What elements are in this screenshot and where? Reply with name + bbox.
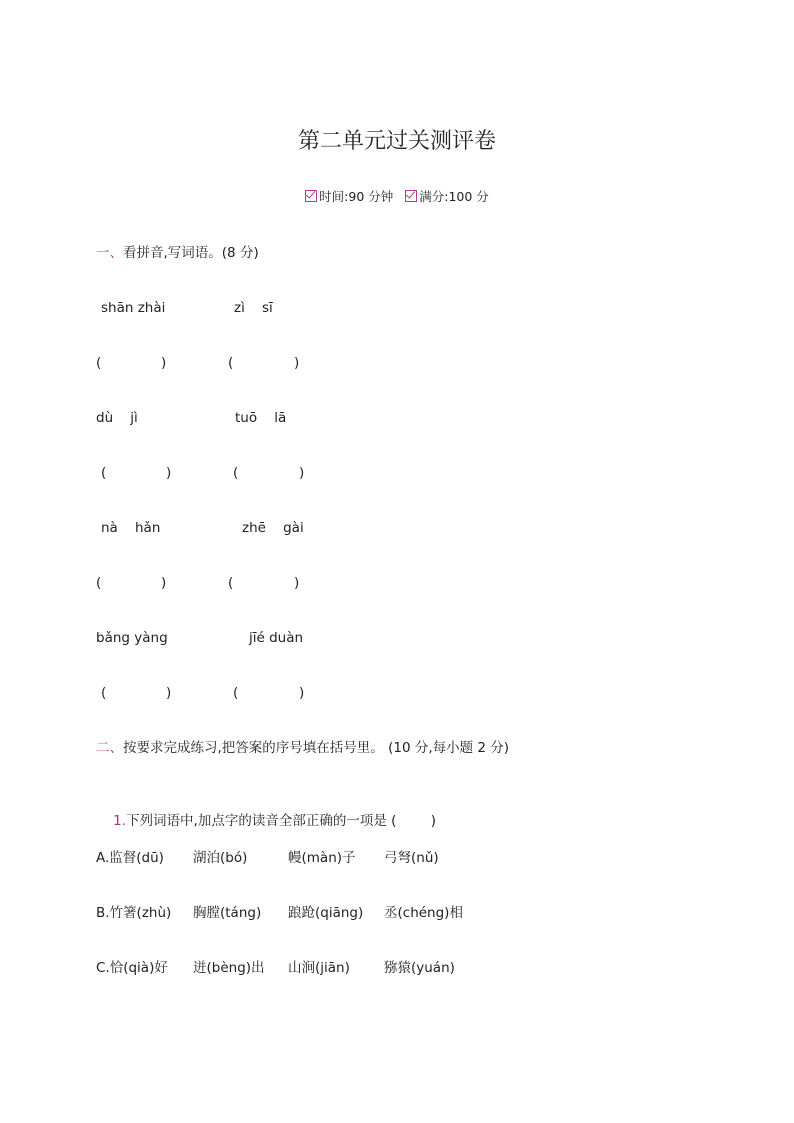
option-b-word-1[interactable]: B.竹箸(zhù) xyxy=(96,905,172,921)
answer-blank-close: ) xyxy=(294,355,300,371)
option-c-word-4: 猕猿(yuán) xyxy=(384,960,455,976)
pinyin-4a: bǎng yàng xyxy=(96,630,168,646)
pinyin-1a: shān zhài xyxy=(101,300,166,316)
option-c-word-3: 山涧(jiān) xyxy=(288,960,350,976)
exam-meta xyxy=(0,188,794,206)
option-c-word-1[interactable]: C.恰(qià)好 xyxy=(96,960,168,976)
section1-number: 一、 xyxy=(96,245,123,261)
option-c-word-2: 迸(bèng)出 xyxy=(193,960,265,976)
full-score: 满分:100 分 xyxy=(419,189,489,204)
answer-blank[interactable]: ( xyxy=(96,575,102,591)
pinyin-2b: tuō lā xyxy=(235,410,287,426)
question-1-stem: 下列词语中,加点字的读音全部正确的一项是 ( ) xyxy=(126,813,437,829)
answer-blank-close: ) xyxy=(166,465,172,481)
pinyin-3b: zhē gài xyxy=(242,520,304,536)
answer-blank-close: ) xyxy=(299,465,305,481)
answer-blank-close: ) xyxy=(299,685,305,701)
section2-number: 二、 xyxy=(96,740,123,756)
answer-blank[interactable]: ( xyxy=(101,685,107,701)
section2-heading xyxy=(96,739,509,757)
answer-blank[interactable]: ( xyxy=(101,465,107,481)
section1-title: 看拼音,写词语。(8 分) xyxy=(123,245,259,261)
option-a-word-4: 弓弩(nǔ) xyxy=(384,850,439,866)
question-1-number: 1. xyxy=(113,813,127,829)
checkbox-icon xyxy=(305,190,317,202)
option-a-word-2: 湖泊(bó) xyxy=(193,850,248,866)
checkbox-icon xyxy=(405,190,417,202)
pinyin-4b: jīé duàn xyxy=(249,630,304,646)
answer-blank-close: ) xyxy=(166,685,172,701)
section2-title: 按要求完成练习,把答案的序号填在括号里。 (10 分,每小题 2 分) xyxy=(123,740,510,756)
answer-blank[interactable]: ( xyxy=(96,355,102,371)
answer-blank[interactable]: ( xyxy=(233,685,239,701)
answer-blank-close: ) xyxy=(161,355,167,371)
pinyin-3a: nà hǎn xyxy=(101,520,161,536)
section1-heading xyxy=(96,244,259,262)
answer-blank-close: ) xyxy=(294,575,300,591)
question-1 xyxy=(96,794,436,848)
answer-blank[interactable]: ( xyxy=(233,465,239,481)
option-a-word-1[interactable]: A.监督(dū) xyxy=(96,850,164,866)
answer-blank-close: ) xyxy=(161,575,167,591)
option-b-word-2: 胸膛(táng) xyxy=(193,905,262,921)
option-a-word-3: 幔(màn)子 xyxy=(288,850,356,866)
option-b-word-4: 丞(chéng)相 xyxy=(384,905,463,921)
option-b-word-3: 踉跄(qiāng) xyxy=(288,905,364,921)
pinyin-1b: zì sī xyxy=(234,300,273,316)
pinyin-2a: dù jì xyxy=(96,410,138,426)
time-limit: 时间:90 分钟 xyxy=(319,189,394,204)
answer-blank[interactable]: ( xyxy=(228,575,234,591)
page-title: 第二单元过关测评卷 xyxy=(297,129,496,154)
answer-blank[interactable]: ( xyxy=(228,355,234,371)
